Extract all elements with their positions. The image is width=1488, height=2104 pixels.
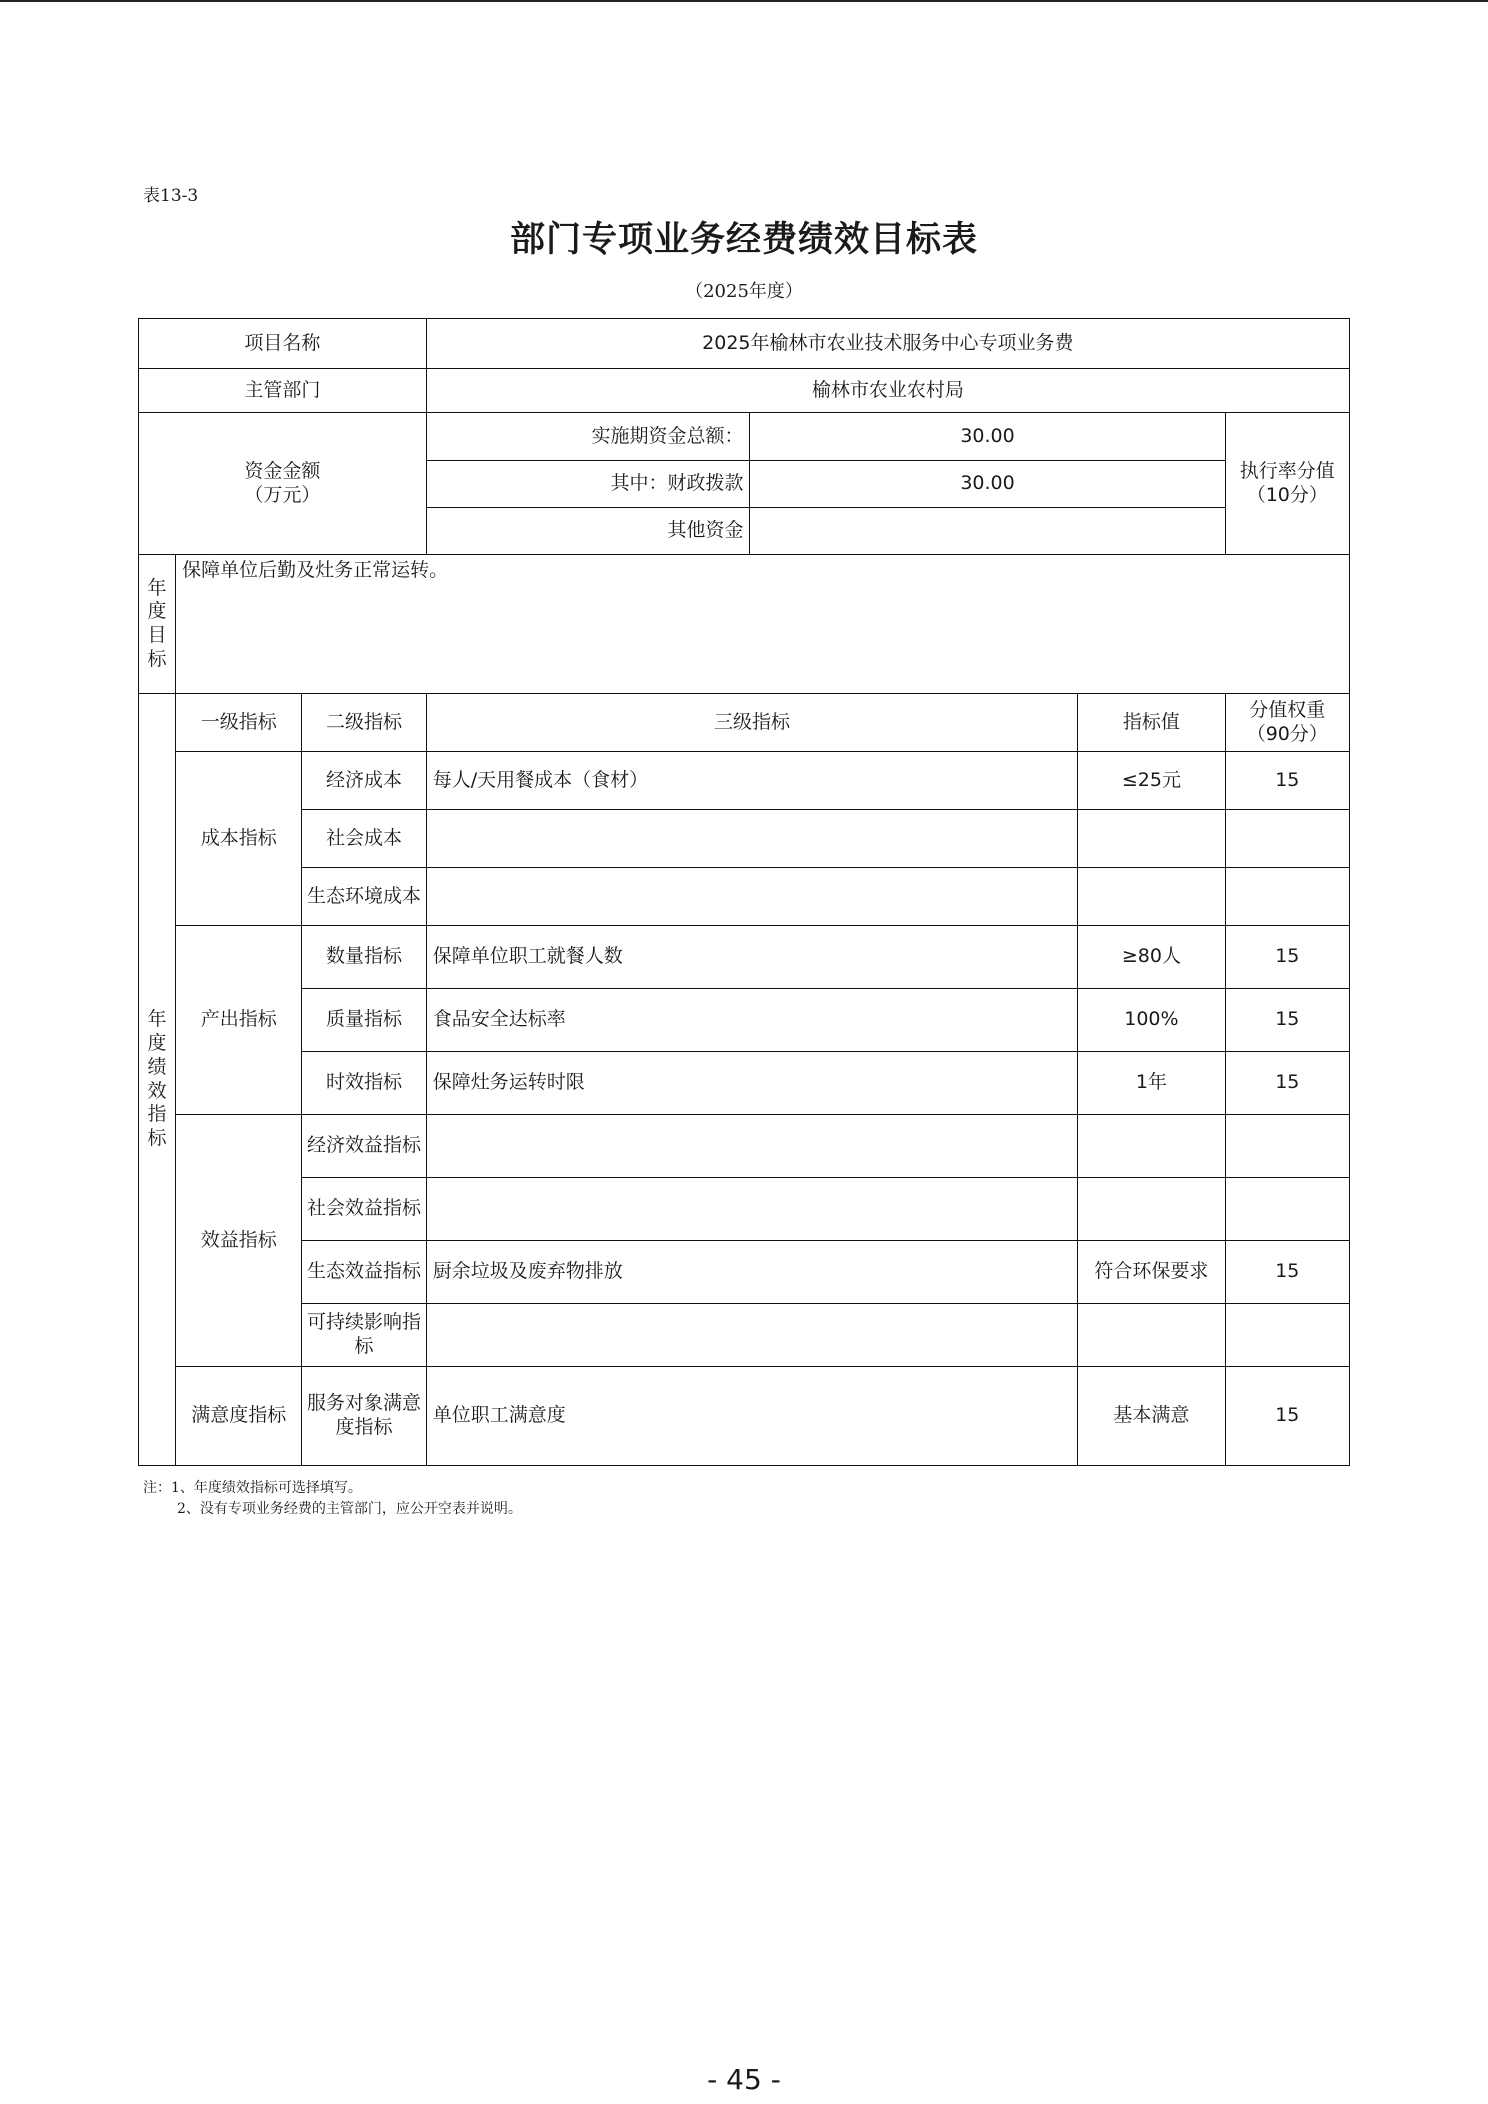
level3-indicator: 保障单位职工就餐人数 — [426, 926, 1078, 989]
indicator-weight: 15 — [1225, 926, 1349, 989]
funds-label — [139, 413, 427, 555]
level3-indicator: 保障灶务运转时限 — [426, 1052, 1078, 1115]
level3-indicator — [426, 1304, 1078, 1367]
indicator-weight: 15 — [1225, 752, 1349, 810]
indicator-value — [1078, 1115, 1225, 1178]
indicator-value: 基本满意 — [1078, 1367, 1225, 1466]
table-row — [139, 868, 1350, 926]
indicator-value: ≥80人 — [1078, 926, 1225, 989]
level2-indicator: 时效指标 — [302, 1052, 426, 1115]
funds-label-line2: （万元） — [244, 483, 321, 506]
table-row — [139, 1178, 1350, 1241]
level2-indicator: 服务对象满意度指标 — [302, 1367, 426, 1466]
indicator-value — [1078, 868, 1225, 926]
indicator-section-label: 年度绩效指标 — [139, 694, 176, 1466]
funds-total-label: 实施期资金总额： — [426, 413, 750, 461]
indicator-weight: 15 — [1225, 1241, 1349, 1304]
level1-indicator: 产出指标 — [176, 926, 302, 1115]
level3-indicator — [426, 810, 1078, 868]
level1-indicator: 满意度指标 — [176, 1367, 302, 1466]
col-header-level2: 二级指标 — [302, 694, 426, 752]
indicator-weight: 15 — [1225, 989, 1349, 1052]
top-border-line — [0, 0, 1488, 2]
level1-indicator: 成本指标 — [176, 752, 302, 926]
exec-rate-line1: 执行率分值 — [1239, 459, 1335, 482]
dept-value: 榆林市农业农村局 — [426, 369, 1349, 413]
indicator-weight — [1225, 1115, 1349, 1178]
exec-rate-score — [1225, 413, 1349, 555]
table-row — [139, 1367, 1350, 1466]
level3-indicator: 厨余垃圾及废弃物排放 — [426, 1241, 1078, 1304]
level3-indicator — [426, 1115, 1078, 1178]
page-number: - 45 - — [707, 2063, 781, 2096]
exec-rate-line2: （10分） — [1246, 483, 1328, 506]
level2-indicator: 质量指标 — [302, 989, 426, 1052]
funds-other-label: 其他资金 — [426, 508, 750, 555]
indicator-value: 符合环保要求 — [1078, 1241, 1225, 1304]
indicator-weight — [1225, 1304, 1349, 1367]
col-header-value: 指标值 — [1078, 694, 1225, 752]
level2-indicator: 生态效益指标 — [302, 1241, 426, 1304]
funds-fiscal-label: 其中：财政拨款 — [426, 461, 750, 508]
footnote-2: 2、没有专项业务经费的主管部门，应公开空表并说明。 — [177, 1501, 522, 1517]
indicator-section — [139, 694, 1350, 1466]
table-row — [139, 989, 1350, 1052]
funds-other-value — [750, 508, 1225, 555]
table-row — [139, 1241, 1350, 1304]
col-header-weight-line2: （90分） — [1246, 722, 1328, 745]
indicator-weight: 15 — [1225, 1367, 1349, 1466]
annual-goal-label: 年度目标 — [139, 555, 176, 694]
footnote-1: 注：1、年度绩效指标可选择填写。 — [143, 1480, 362, 1496]
annual-goal-text: 保障单位后勤及灶务正常运转。 — [176, 555, 1350, 694]
indicator-value: ≤25元 — [1078, 752, 1225, 810]
table-row — [139, 752, 1350, 810]
dept-label: 主管部门 — [139, 369, 427, 413]
level3-indicator: 每人/天用餐成本（食材） — [426, 752, 1078, 810]
level3-indicator — [426, 1178, 1078, 1241]
level2-indicator: 经济效益指标 — [302, 1115, 426, 1178]
table-row — [139, 810, 1350, 868]
table-row — [139, 926, 1350, 989]
page-title: 部门专项业务经费绩效目标表 — [509, 220, 978, 260]
performance-target-table — [138, 318, 1350, 1466]
level3-indicator: 食品安全达标率 — [426, 989, 1078, 1052]
level2-indicator: 社会成本 — [302, 810, 426, 868]
project-name-label: 项目名称 — [139, 319, 427, 369]
indicator-value: 1年 — [1078, 1052, 1225, 1115]
indicator-value — [1078, 810, 1225, 868]
table-number-label: 表13-3 — [143, 186, 199, 206]
level2-indicator: 生态环境成本 — [302, 868, 426, 926]
project-name-value: 2025年榆林市农业技术服务中心专项业务费 — [426, 319, 1349, 369]
col-header-level1: 一级指标 — [176, 694, 302, 752]
funds-label-line1: 资金金额 — [244, 459, 321, 482]
col-header-weight-line1: 分值权重 — [1249, 698, 1326, 721]
level2-indicator: 可持续影响指标 — [302, 1304, 426, 1367]
indicator-weight — [1225, 868, 1349, 926]
level2-indicator: 经济成本 — [302, 752, 426, 810]
level2-indicator: 数量指标 — [302, 926, 426, 989]
funds-fiscal-value: 30.00 — [750, 461, 1225, 508]
level3-indicator: 单位职工满意度 — [426, 1367, 1078, 1466]
table-row — [139, 1052, 1350, 1115]
table-row — [139, 1115, 1350, 1178]
level3-indicator — [426, 868, 1078, 926]
funds-total-value: 30.00 — [750, 413, 1225, 461]
level2-indicator: 社会效益指标 — [302, 1178, 426, 1241]
page-subtitle: （2025年度） — [685, 281, 803, 302]
indicator-weight — [1225, 1178, 1349, 1241]
table-row — [139, 1304, 1350, 1367]
footnotes — [143, 1478, 522, 1520]
indicator-value — [1078, 1304, 1225, 1367]
col-header-level3: 三级指标 — [426, 694, 1078, 752]
indicator-value — [1078, 1178, 1225, 1241]
indicator-value: 100% — [1078, 989, 1225, 1052]
level1-indicator: 效益指标 — [176, 1115, 302, 1367]
col-header-weight — [1225, 694, 1349, 752]
indicator-weight: 15 — [1225, 1052, 1349, 1115]
indicator-weight — [1225, 810, 1349, 868]
